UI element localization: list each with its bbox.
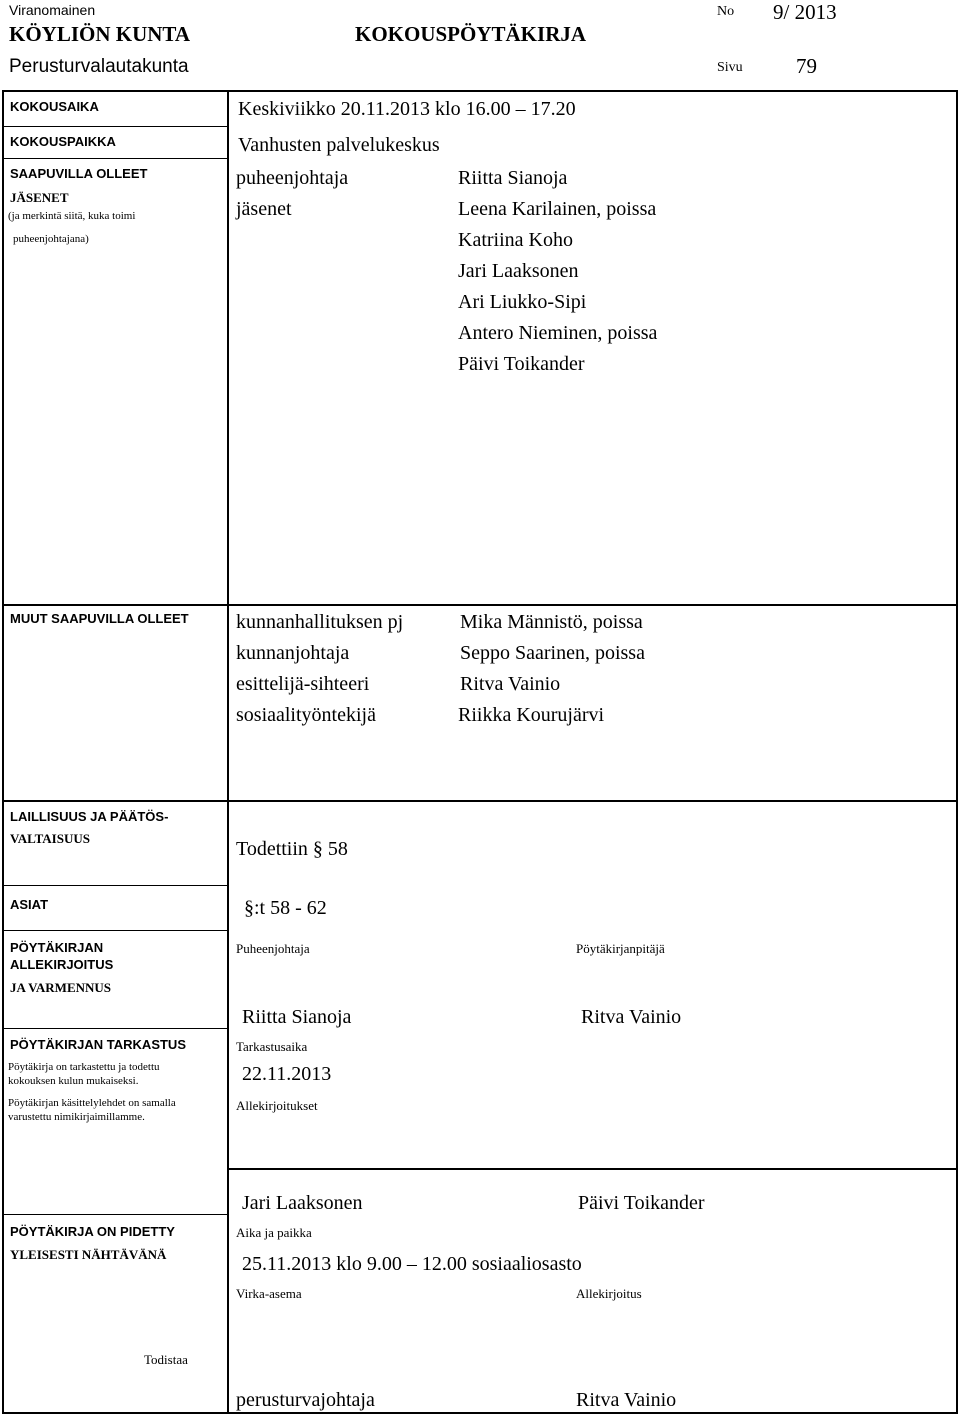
member-name: Katriina Koho — [458, 229, 573, 251]
chair-role: puheenjohtaja — [236, 167, 349, 189]
other-role: esittelijä-sihteeri — [236, 673, 370, 695]
public-display-label: PÖYTÄKIRJA ON PIDETTY — [10, 1224, 175, 1239]
other-name: Seppo Saarinen, poissa — [460, 642, 645, 664]
legality-label-2: VALTAISUUS — [10, 831, 90, 846]
member-name: Jari Laaksonen — [458, 260, 579, 282]
other-name: Ritva Vainio — [460, 673, 561, 695]
signing-chair-name: Riitta Sianoja — [242, 1006, 352, 1028]
time-place: 25.11.2013 klo 9.00 – 12.00 sosiaaliosasto — [242, 1253, 582, 1275]
meeting-place: Vanhusten palvelukeskus — [238, 134, 440, 156]
board-name: Perusturvalautakunta — [9, 56, 189, 77]
other-role: kunnanjohtaja — [236, 642, 350, 664]
member-name: Leena Karilainen, poissa — [458, 198, 657, 220]
reviewer-name: Päivi Toikander — [578, 1192, 705, 1214]
items-label: ASIAT — [10, 897, 49, 912]
chair-note-2: puheenjohtajana) — [13, 233, 89, 245]
other-name: Riikka Kourujärvi — [458, 704, 605, 726]
member-name: Päivi Toikander — [458, 353, 585, 375]
signing-label: PÖYTÄKIRJAN — [10, 940, 104, 955]
secretary-caption: Pöytäkirjanpitäjä — [576, 941, 665, 956]
certifier-position: perusturvajohtaja — [236, 1389, 375, 1411]
other-role: kunnanhallituksen pj — [236, 611, 404, 633]
signing-secretary-name: Ritva Vainio — [581, 1006, 682, 1028]
municipality-name: KÖYLIÖN KUNTA — [9, 22, 191, 46]
other-role: sosiaalityöntekijä — [236, 704, 376, 726]
items-value: §:t 58 - 62 — [244, 897, 327, 919]
member-name: Ari Liukko-Sipi — [458, 291, 587, 313]
meeting-time-label: KOKOUSAIKA — [10, 99, 99, 114]
time-place-caption: Aika ja paikka — [236, 1225, 312, 1240]
others-label: MUUT SAAPUVILLA OLLEET — [10, 611, 189, 626]
member-name: Antero Nieminen, poissa — [458, 322, 658, 344]
chair-note: (ja merkintä siitä, kuka toimi — [8, 210, 136, 222]
review-time-caption: Tarkastusaika — [236, 1039, 308, 1054]
review-note: varustettu nimikirjaimillamme. — [8, 1111, 145, 1123]
signing-label-3: JA VARMENNUS — [10, 980, 112, 995]
chair-caption: Puheenjohtaja — [236, 941, 310, 956]
authority-label: Viranomainen — [9, 2, 96, 18]
chair-name: Riitta Sianoja — [458, 167, 568, 189]
certify-label: Todistaa — [144, 1352, 188, 1367]
review-note: kokouksen kulun mukaiseksi. — [8, 1075, 139, 1087]
meeting-place-label: KOKOUSPAIKKA — [10, 134, 116, 149]
public-display-label-2: YLEISESTI NÄHTÄVÄNÄ — [10, 1247, 167, 1262]
document-type: KOKOUSPÖYTÄKIRJA — [355, 22, 587, 46]
position-caption: Virka-asema — [236, 1286, 302, 1301]
signatures-caption: Allekirjoitukset — [236, 1098, 318, 1113]
number-label: No — [717, 4, 735, 19]
certifier-name: Ritva Vainio — [576, 1389, 677, 1411]
legality-value: Todettiin § 58 — [236, 838, 348, 860]
page-label: Sivu — [717, 60, 743, 75]
page-number: 79 — [796, 54, 817, 78]
members-role: jäsenet — [236, 198, 292, 220]
other-name: Mika Männistö, poissa — [460, 611, 643, 633]
review-label: PÖYTÄKIRJAN TARKASTUS — [10, 1037, 186, 1052]
attendees-label: SAAPUVILLA OLLEET — [10, 166, 148, 181]
review-note: Pöytäkirja on tarkastettu ja todettu — [8, 1061, 160, 1073]
number-value: 9/ 2013 — [773, 0, 837, 24]
reviewer-name: Jari Laaksonen — [242, 1192, 363, 1214]
review-date: 22.11.2013 — [242, 1063, 332, 1085]
legality-label: LAILLISUUS JA PÄÄTÖS- — [10, 809, 169, 824]
members-label: JÄSENET — [10, 190, 69, 205]
signing-label-2: ALLEKIRJOITUS — [10, 957, 114, 972]
signature-caption: Allekirjoitus — [576, 1286, 642, 1301]
review-note: Pöytäkirjan käsittelylehdet on samalla — [8, 1097, 176, 1109]
meeting-time: Keskiviikko 20.11.2013 klo 16.00 – 17.20 — [238, 98, 576, 120]
